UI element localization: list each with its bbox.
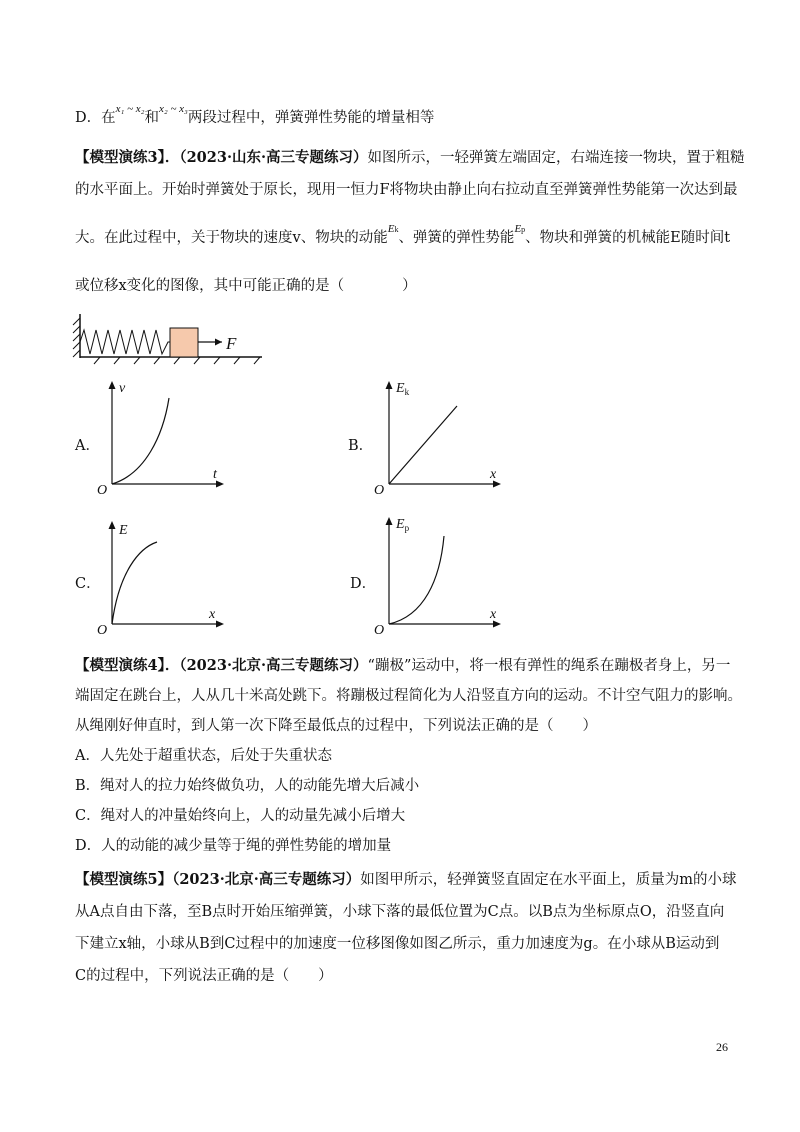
graph-c (95, 518, 230, 636)
q4-choice-d: D．人的动能的减少量等于绳的弹性势能的增加量 (75, 838, 392, 854)
option-b-label: B． (348, 438, 374, 454)
graph-b-y-label: $E_k$ (396, 381, 410, 397)
graph-c-x-label: x (209, 607, 216, 622)
q4-choice-b: B．绳对人的拉力始终做负功，人的动能先增大后减小 (75, 778, 420, 794)
option-a-label: A． (75, 438, 100, 454)
q3-line3 (75, 223, 731, 250)
q3-text3a: 大。在此过程中，关于物块的速度v、物块的动能 (75, 230, 388, 246)
option-d-prefix: D．在 (75, 110, 116, 126)
graph-a-y-label: v (119, 381, 126, 396)
option-d-line (75, 103, 435, 129)
q5-line2: 从A点自由下落，至B点时开始压缩弹簧，小球下落的最低位置为C点。以B点为坐标原点O，沿竖直向 (75, 904, 725, 920)
option-d-text: 两段过程中，弹簧弹性势能的增量相等 (187, 110, 435, 126)
ep-symbol: Ep (514, 223, 526, 235)
q4-tag: 【模型演练4】．（2023·北京·高三专题练习） (75, 657, 368, 674)
q3-line1 (75, 148, 745, 168)
q4-choice-a: A．人先处于超重状态，后处于失重状态 (75, 748, 332, 764)
spring-coil (80, 330, 170, 354)
q4-choice-c: C．绳对人的冲量始终向上，人的动量先减小后增大 (75, 808, 406, 824)
graph-b-line (389, 406, 457, 484)
q4-line3: 从绳刚好伸直时，到人第一次下降至最低点的过程中，下列说法正确的是（ ） (75, 718, 597, 734)
conjunction: 和 (144, 110, 160, 126)
graph-c-curve (112, 542, 157, 624)
graph-a-x-label: t (213, 467, 217, 482)
q5-line3: 下建立x轴，小球从B到C过程中的加速度一位移图像如图乙所示，重力加速度为g。在小球从B运动到 (75, 936, 720, 952)
q4-text1: “蹦极”运动中，将一根有弹性的绳系在蹦极者身上，另一 (367, 658, 731, 674)
graph-a-origin: O (97, 483, 108, 496)
spring-block-figure (70, 312, 270, 368)
graph-a-curve (112, 398, 169, 484)
range-x2-x3: x₂ ~ x₃ (159, 103, 188, 115)
q4-line2: 端固定在跳台上，人从几十米高处跳下。将蹦极过程简化为人沿竖直方向的运动。不计空气阻力的影响。 (75, 688, 742, 704)
q3-text3b: 、弹簧的弹性势能 (398, 230, 515, 246)
force-label: F (226, 334, 237, 353)
q3-line4: 或位移x变化的图像，其中可能正确的是（ ） (75, 278, 417, 294)
q5-tag: 【模型演练5】（2023·北京·高三专题练习） (75, 871, 361, 888)
q3-tag: 【模型演练3】．（2023·山东·高三专题练习） (75, 149, 368, 166)
graph-d-origin: O (374, 623, 385, 636)
graph-c-origin: O (97, 623, 108, 636)
graph-a (95, 378, 230, 496)
graph-d-curve (389, 536, 444, 624)
page-number: 26 (716, 1040, 728, 1054)
q5-text1: 如图甲所示，轻弹簧竖直固定在水平面上，质量为m的小球 (360, 872, 737, 888)
option-c-label: C． (75, 576, 101, 592)
q3-text1: 如图所示，一轻弹簧左端固定，右端连接一物块，置于粗糙 (367, 150, 745, 166)
q4-line1 (75, 656, 730, 676)
q3-line2: 的水平面上。开始时弹簧处于原长，现用一恒力F将物块由静止向右拉动直至弹簧弹性势能第一次达到最 (75, 182, 738, 198)
ek-symbol: Ek (387, 223, 399, 235)
q5-line4: C的过程中，下列说法正确的是（ ） (75, 968, 333, 984)
q3-text3c: 、物块和弹簧的机械能E随时间t (525, 230, 731, 246)
graph-b-origin: O (374, 483, 385, 496)
range-x1-x2: x₁ ~ x₂ (115, 103, 145, 115)
option-d-label: D． (350, 576, 377, 592)
q5-line1 (75, 870, 737, 890)
block (170, 328, 198, 357)
graph-c-y-label: E (119, 523, 128, 538)
graph-d (372, 514, 507, 636)
graph-b-x-label: x (490, 467, 497, 482)
graph-b (372, 378, 507, 496)
graph-d-x-label: x (490, 607, 497, 622)
graph-d-y-label: $E_p$ (396, 517, 410, 533)
